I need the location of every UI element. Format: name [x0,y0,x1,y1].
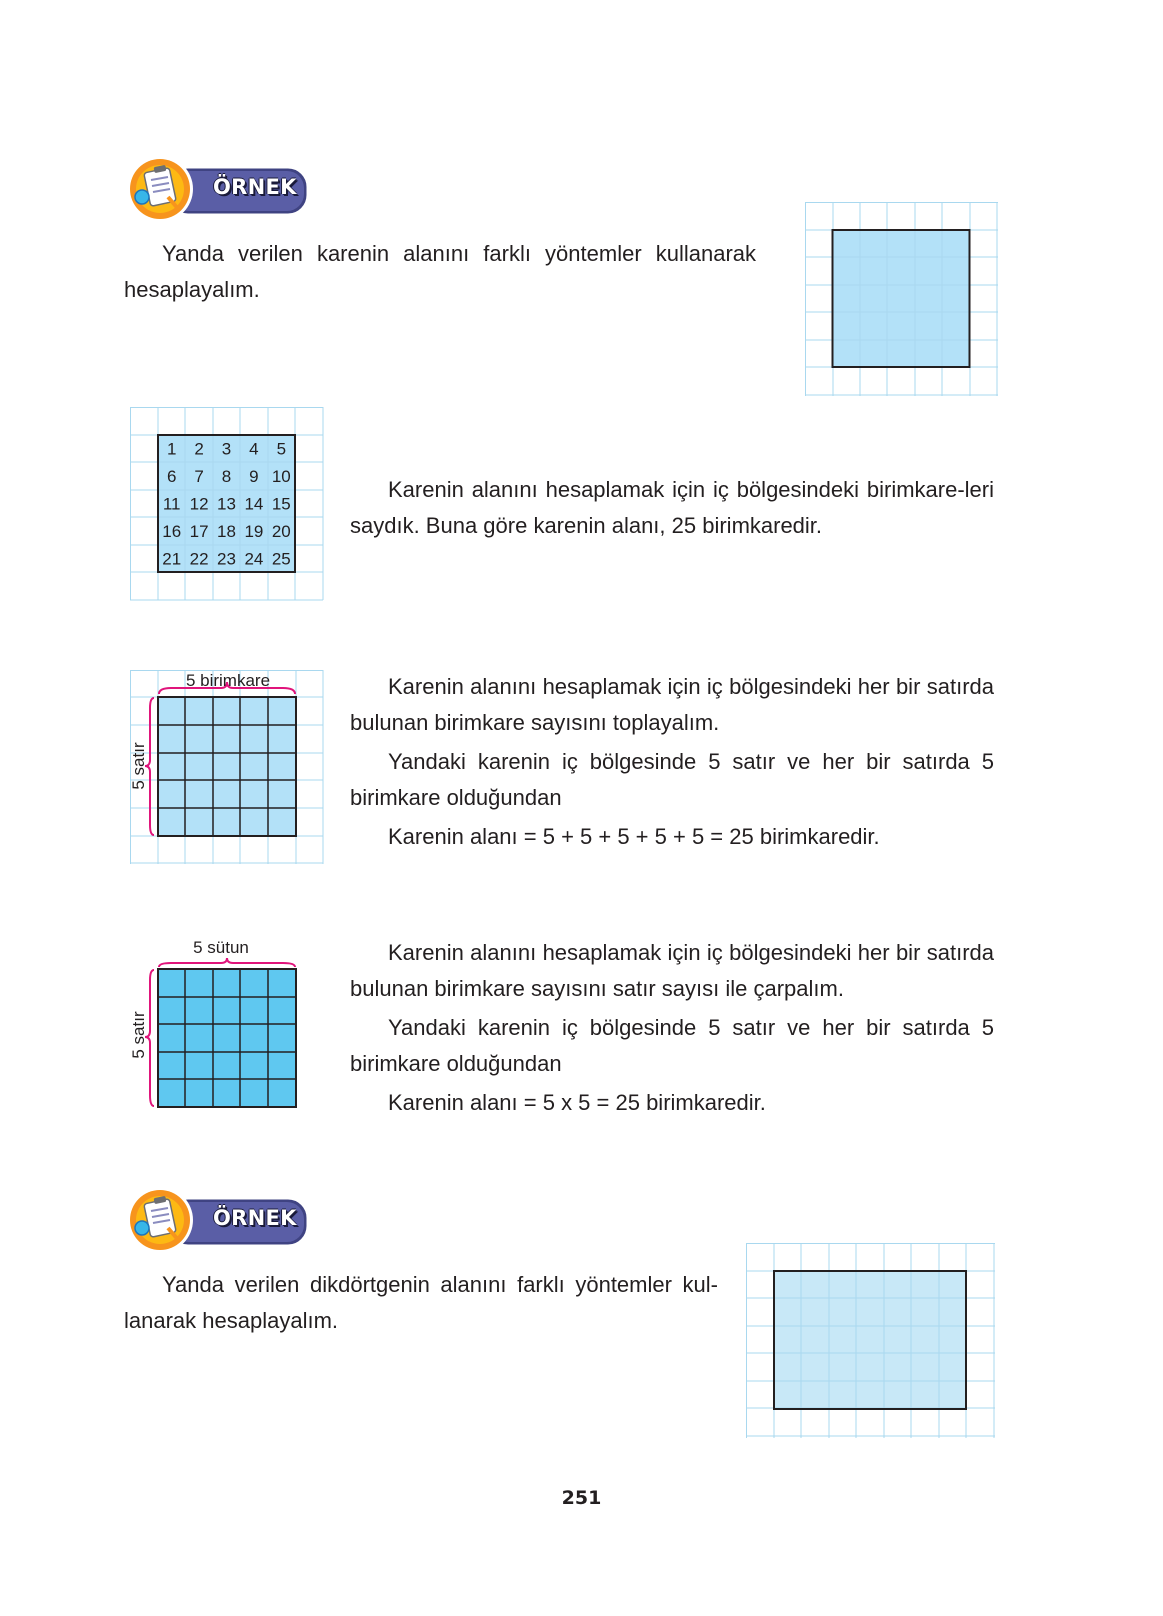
grid-cell-number: 7 [194,467,204,487]
grid-cell-number: 19 [244,521,264,541]
dimension-label-top: 5 sütun [193,938,249,957]
top-brace [159,958,295,967]
grid-cell-number: 16 [162,521,182,541]
grid-cell-number: 9 [249,467,259,487]
grid-cell-number: 8 [221,467,232,487]
method2-text: Karenin alanını hesaplamak için iç bölgesindeki her bir satırda bulunan birimkare sayısını toplayalım. Yandaki karenin iç bölgesinde 5 satır ve her bir satırda 5 birimkare olduğundan Karenin alanı = 5 + 5 + 5 + 5 + 5 = 25 birimkaredir. [350,674,994,849]
grid-cell-number: 15 [271,494,291,514]
grid-cell-number: 21 [162,549,182,569]
grid-cell-number: 14 [244,494,264,514]
method3-text: Karenin alanını hesaplamak için iç bölgesindeki her bir satırda bulunan birimkare sayısını satır sayısı ile çarpalım. Yandaki karenin iç bölgesinde 5 satır ve her bir satırda 5 birimkare olduğundan Karenin alanı = 5 x 5 = 25 birimkaredir. [350,940,994,1115]
grid-cell-number: 5 [276,439,287,459]
grid-cell-number: 3 [221,439,232,459]
grid-cell-number: 11 [162,494,181,514]
grid-cell-number: 17 [189,521,209,541]
grid-cell-number: 2 [194,439,204,459]
example1-text: Yanda verilen karenin alanını farklı yöntemler kullanarak hesaplayalım. [124,241,756,302]
badge-label: ÖRNEK [213,1206,297,1230]
method1-numbered-grid [129,406,325,602]
badge-label: ÖRNEK [213,175,297,199]
grid-cell-number: 6 [166,467,177,487]
example-badge-2 [126,1184,316,1264]
grid-cell-number: 22 [189,549,209,569]
grid-cell-number: 10 [271,467,291,487]
dimension-label-side: 5 satır [129,742,148,790]
page-number: 251 [561,1487,602,1509]
method2-row-grid [126,668,326,866]
method3-multiply-grid [126,934,306,1110]
dimension-label-top: 5 birimkare [185,671,271,690]
example-badge-1 [126,153,316,233]
grid-cell-number: 18 [217,521,236,541]
grid-cell-number: 1 [166,439,177,459]
grid-cell-number: 12 [189,494,209,514]
example2-text: Yanda verilen dikdörtgenin alanını farklı yöntemler kul-lanarak hesaplayalım. [124,1272,718,1333]
method1-text: Karenin alanını hesaplamak için iç bölgesindeki birimkare-leri saydık. Buna göre karenin alanı, 25 birimkaredir. [350,477,994,538]
grid-cell-number: 4 [249,439,259,459]
example2-rectangle-figure [745,1242,997,1440]
grid-cell-number: 20 [271,521,291,541]
grid-cell-number: 23 [217,549,236,569]
grid-cell-number: 24 [244,549,264,569]
dimension-label-side: 5 satır [129,1011,148,1059]
grid-cell-number: 13 [217,494,236,514]
grid-cell-number: 25 [271,549,291,569]
example1-square-figure [804,201,1000,399]
